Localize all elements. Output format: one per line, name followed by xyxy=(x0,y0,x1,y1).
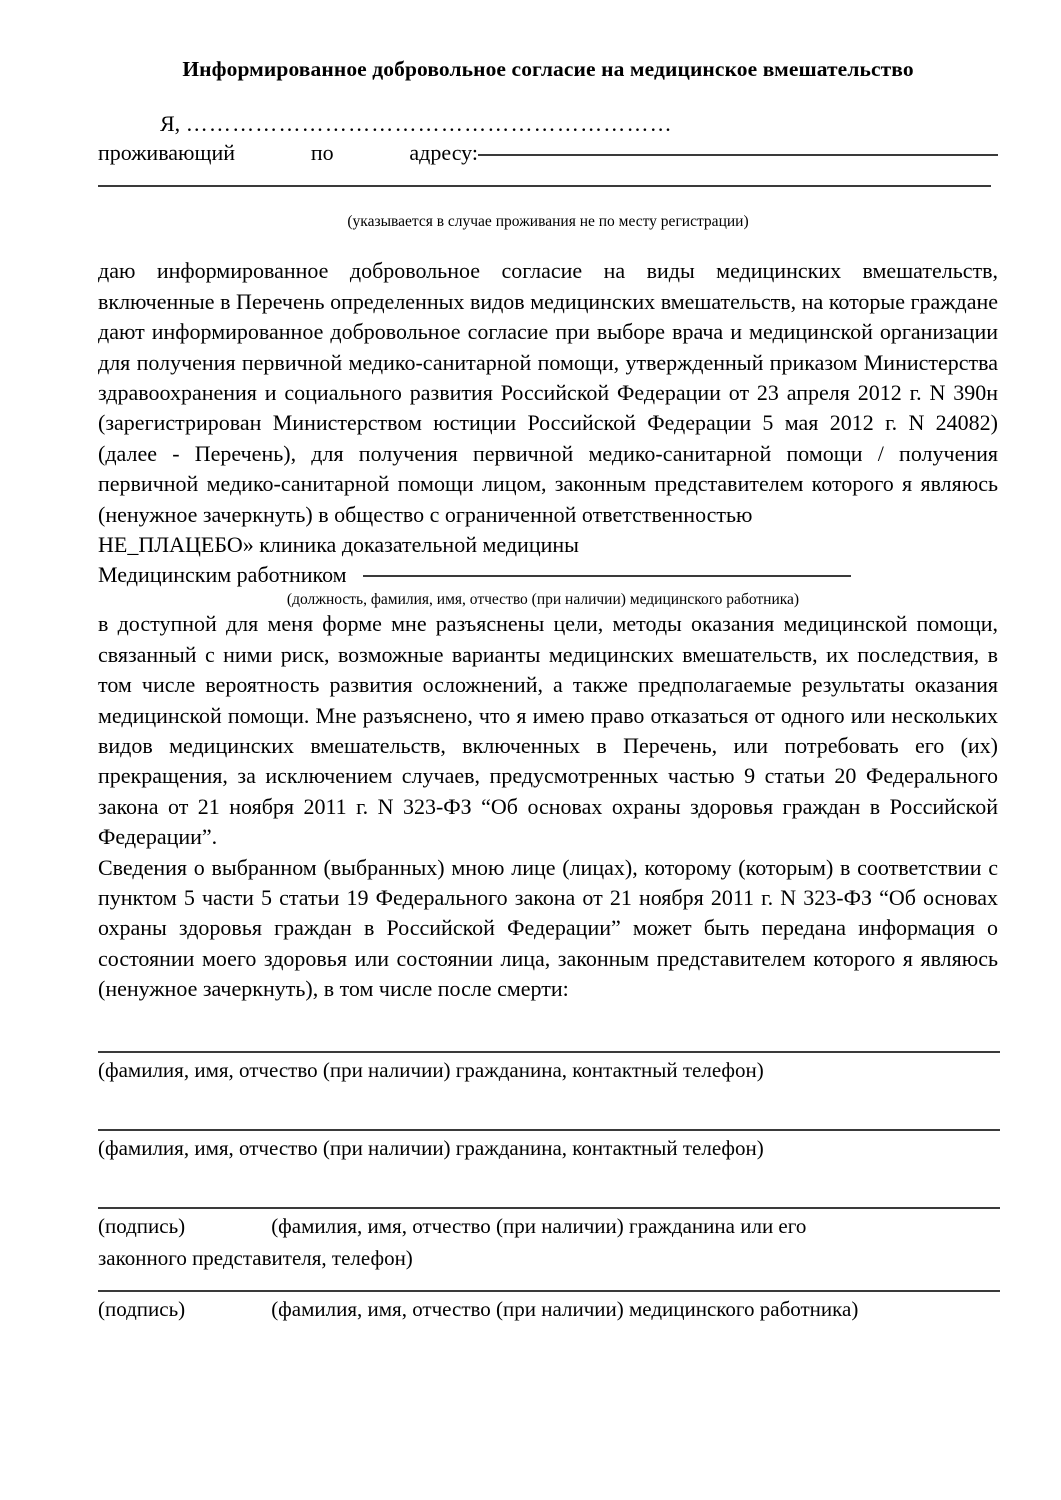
signature-label-3: (подпись) xyxy=(98,1213,186,1238)
organization-line: НЕ_ПЛАЦЕБО» клиника доказательной медицины xyxy=(98,531,579,557)
caption-registration-note: (указывается в случае проживания не по месту регистрации) xyxy=(347,212,749,230)
signature-caption-4: (фамилия, имя, отчество (при наличии) медицинского работника) xyxy=(271,1296,859,1321)
address-input-rule-1[interactable] xyxy=(478,154,998,156)
signature-block-1 xyxy=(98,1051,998,1085)
signature-caption-1: (фамилия, имя, отчество (при наличии) гражданина, контактный телефон) xyxy=(98,1057,764,1082)
signature-block-2 xyxy=(98,1129,998,1163)
signature-input-rule-3[interactable] xyxy=(98,1207,1000,1209)
signature-row-4 xyxy=(98,1295,998,1324)
medical-worker-label: Медицинским работником xyxy=(98,562,347,588)
address-label-residing: проживающий xyxy=(98,140,235,166)
signature-caption-3-line2: законного представителя, телефон) xyxy=(98,1245,413,1270)
consent-paragraph: даю информированное добровольное согласие на виды медицинских вмешательств, включенные в Перечень определенных видов медицинских вмешательств, на которые граждане дают информированное добровольное согласие при выборе врача и медицинской организации для получения первичной медико-санитарной помощи, утвержденный приказом Министерства здравоохранения и социального развития Российской Федерации от 23 апреля 2012 г. N 390н (зарегистрирован Министерством юстиции Российской Федерации 5 мая 2012 г. N 24082) (далее - Перечень), для получения первичной медико-санитарной помощи / получения первичной медико-санитарной помощи лицом, законным представителем которого я являюсь (ненужное зачеркнуть) в общество с ограниченной ответственностью xyxy=(98,258,998,527)
signature-row-3 xyxy=(98,1212,998,1241)
signature-input-rule-4[interactable] xyxy=(98,1290,1000,1292)
signature-block-3 xyxy=(98,1207,998,1273)
signature-caption-2: (фамилия, имя, отчество (при наличии) гражданина, контактный телефон) xyxy=(98,1135,764,1160)
address-label-address: адресу: xyxy=(409,140,478,166)
medical-worker-input-rule[interactable] xyxy=(363,575,851,577)
declarant-name-dotted-field[interactable]: ……………………………………………………… xyxy=(185,110,673,136)
page-title: Информированное добровольное согласие на медицинское вмешательство xyxy=(182,57,914,81)
caption-medical-worker: (должность, фамилия, имя, отчество (при наличии) медицинского работника) xyxy=(286,590,800,608)
signature-block-4 xyxy=(98,1290,998,1324)
signature-caption-3-line1: (фамилия, имя, отчество (при наличии) гражданина или его xyxy=(271,1213,807,1238)
signature-input-rule-1[interactable] xyxy=(98,1051,1000,1053)
address-input-rule-2[interactable] xyxy=(98,185,991,187)
address-label-at: по xyxy=(310,140,334,166)
document-content xyxy=(98,0,998,1324)
medical-worker-line xyxy=(98,560,998,590)
declarant-name-line xyxy=(98,110,998,138)
explanation-paragraph: в доступной для меня форме мне разъяснены цели, методы оказания медицинской помощи, связанный с ними риск, возможные варианты медицинских вмешательств, их последствия, в том числе вероятность развития осложнений, а также предполагаемые результаты оказания медицинской помощи. Мне разъяснено, что я имею право отказаться от одного или нескольких видов медицинских вмешательств, включенных в Перечень, или потребовать его (их) прекращения, за исключением случаев, предусмотренных частью 9 статьи 20 Федерального закона от 21 ноября 2011 г. N 323-ФЗ “Об основах охраны здоровья граждан в Российской Федерации”. xyxy=(98,611,998,850)
declarant-label: Я, xyxy=(160,110,181,136)
signature-label-4: (подпись) xyxy=(98,1296,186,1321)
disclosure-paragraph: Сведения о выбранном (выбранных) мною лице (лицах), которому (которым) в соответствии с пунктом 5 части 5 статьи 19 Федерального закона от 21 ноября 2011 г. N 323-ФЗ “Об основах охраны здоровья граждан в Российской Федерации” может быть передана информация о состоянии моего здоровья или состоянии лица, законным представителем которого я являюсь (ненужное зачеркнуть), в том числе после смерти: xyxy=(98,854,998,1002)
address-line xyxy=(98,139,998,168)
signature-input-rule-2[interactable] xyxy=(98,1129,1000,1131)
